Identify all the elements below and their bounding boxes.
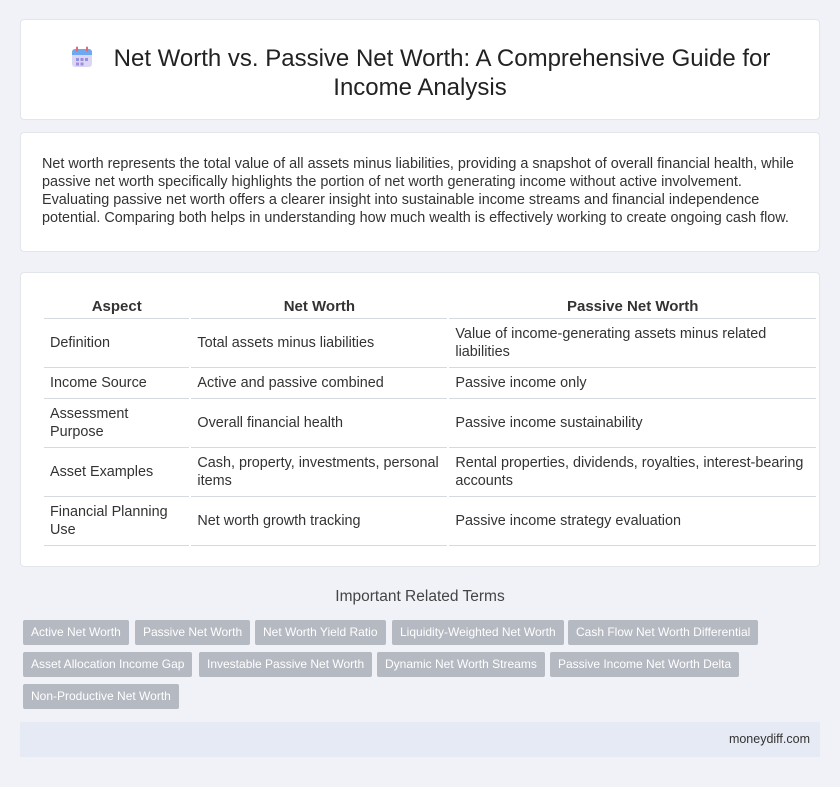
tag-active-net-worth[interactable]: Active Net Worth [23, 620, 129, 645]
footer-site-link[interactable]: moneydiff.com [728, 732, 810, 746]
column-header-net-worth: Net Worth [191, 295, 447, 319]
related-terms-heading: Important Related Terms [335, 588, 505, 605]
table-cell: Asset Examples [44, 448, 189, 497]
table-row [44, 448, 816, 497]
intro-card [20, 132, 820, 252]
comparison-table-card [20, 272, 820, 567]
intro-paragraph: Net worth represents the total value of all assets minus liabilities, providing a snapshot of overall financial health, while passive net worth specifically highlights the portion of net worth generating income without active involvement. Evaluating passive net worth offers a clearer insight into sustainable income streams and financial independence potential. Comparing both helps in understanding how much wealth is effectively working to create ongoing cash flow. [42, 156, 794, 226]
table-cell: Financial Planning Use [44, 497, 189, 546]
table-cell: Cash, property, investments, personal items [191, 448, 447, 497]
table-cell: Rental properties, dividends, royalties, interest-bearing accounts [449, 448, 816, 497]
calendar-icon [70, 45, 94, 69]
table-cell: Value of income-generating assets minus related liabilities [449, 319, 816, 368]
table-cell: Assessment Purpose [44, 399, 189, 448]
table-cell: Passive income only [449, 368, 816, 399]
table-cell: Passive income sustainability [449, 399, 816, 448]
comparison-table [42, 295, 818, 546]
title-card [20, 19, 820, 120]
table-cell: Net worth growth tracking [191, 497, 447, 546]
table-cell: Active and passive combined [191, 368, 447, 399]
footer [20, 722, 820, 757]
tag-cash-flow-net-worth-differential[interactable]: Cash Flow Net Worth Differential [568, 620, 758, 645]
tag-passive-income-net-worth-delta[interactable]: Passive Income Net Worth Delta [550, 652, 739, 677]
tag-investable-passive-net-worth[interactable]: Investable Passive Net Worth [199, 652, 372, 677]
table-row [44, 319, 816, 368]
tag-liquidity-weighted-net-worth[interactable]: Liquidity-Weighted Net Worth [392, 620, 564, 645]
table-cell: Total assets minus liabilities [191, 319, 447, 368]
table-row [44, 497, 816, 546]
table-cell: Definition [44, 319, 189, 368]
page-title-container [21, 44, 819, 102]
table-cell: Overall financial health [191, 399, 447, 448]
table-header-row [44, 295, 816, 319]
page-title: Net Worth vs. Passive Net Worth: A Comprehensive Guide for Income Analysis [113, 45, 771, 101]
tag-net-worth-yield-ratio[interactable]: Net Worth Yield Ratio [255, 620, 386, 645]
tag-dynamic-net-worth-streams[interactable]: Dynamic Net Worth Streams [377, 652, 545, 677]
table-row [44, 368, 816, 399]
column-header-aspect: Aspect [44, 295, 189, 319]
tag-passive-net-worth[interactable]: Passive Net Worth [135, 620, 250, 645]
table-cell: Passive income strategy evaluation [449, 497, 816, 546]
table-row [44, 399, 816, 448]
tag-non-productive-net-worth[interactable]: Non-Productive Net Worth [23, 684, 179, 709]
table-cell: Income Source [44, 368, 189, 399]
column-header-passive-net-worth: Passive Net Worth [449, 295, 816, 319]
tag-asset-allocation-income-gap[interactable]: Asset Allocation Income Gap [23, 652, 192, 677]
